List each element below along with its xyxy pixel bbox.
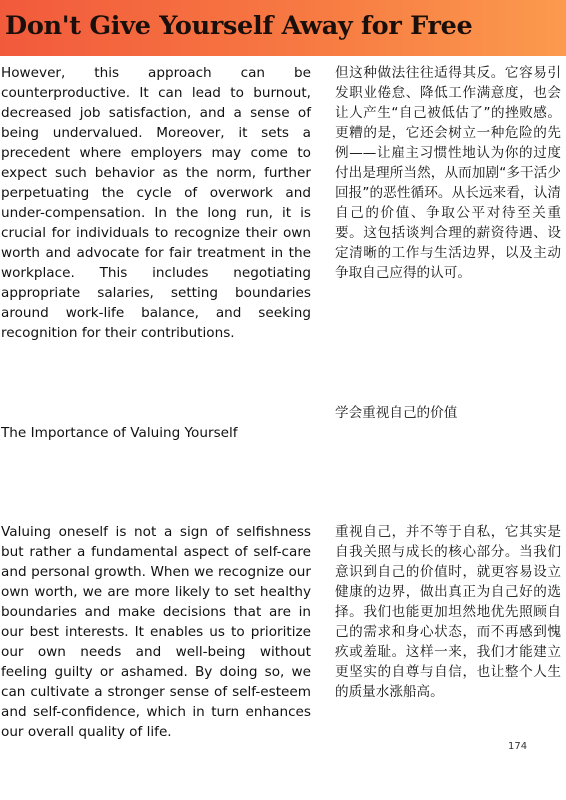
page-number: 174	[508, 741, 528, 752]
title-banner	[0, 0, 566, 56]
page-title: Don't Give Yourself Away for Free	[5, 11, 473, 41]
section-heading-zh: 学会重视自己的价值	[335, 405, 458, 421]
paragraph-en-2: Valuing oneself is not a sign of selfishness but rather a fundamental aspect of self-care and personal growth. When we recognize our own worth, we are more likely to set healthy boundaries and make decisions that are in our best interests. It enables us to prioritize our own needs and well-being without feeling guilty or ashamed. By doing so, we can cultivate a stronger sense of self-esteem and self-confidence, which in turn enhances our overall quality of life.	[1, 524, 311, 740]
paragraph-en-1: However, this approach can be counterproductive. It can lead to burnout, decreased job satisfaction, and a sense of being undervalued. Moreover, it sets a precedent where employers may come to expect such behavior as the norm, further perpetuating the cycle of overwork and under-compensation. In the long run, it is crucial for individuals to recognize their own worth and advocate for fair treatment in the workplace. This includes negotiating appropriate salaries, setting boundaries around work-life balance, and seeking recognition for their contributions.	[1, 65, 311, 341]
paragraph-zh-1: 但这种做法往往适得其反。它容易引发职业倦怠、降低工作满意度，也会让人产生“自己被低估了”的挫败感。更糟的是，它还会树立一种危险的先例——让雇主习惯性地认为你的过度付出是理所当然，从而加剧“多干活少回报”的恶性循环。从长远来看，认清自己的价值、争取公平对待至关重要。这包括谈判合理的薪资待遇、设定清晰的工作与生活边界，以及主动争取自己应得的认可。	[335, 65, 561, 281]
paragraph-zh-2: 重视自己，并不等于自私，它其实是自我关照与成长的核心部分。当我们意识到自己的价值时，就更容易设立健康的边界，做出真正为自己好的选择。我们也能更加坦然地优先照顾自己的需求和身心状态，而不再感到愧疚或羞耻。这样一来，我们才能建立更坚实的自尊与自信，也让整个人生的质量水涨船高。	[335, 524, 561, 700]
section-heading-en: The Importance of Valuing Yourself	[1, 425, 238, 441]
